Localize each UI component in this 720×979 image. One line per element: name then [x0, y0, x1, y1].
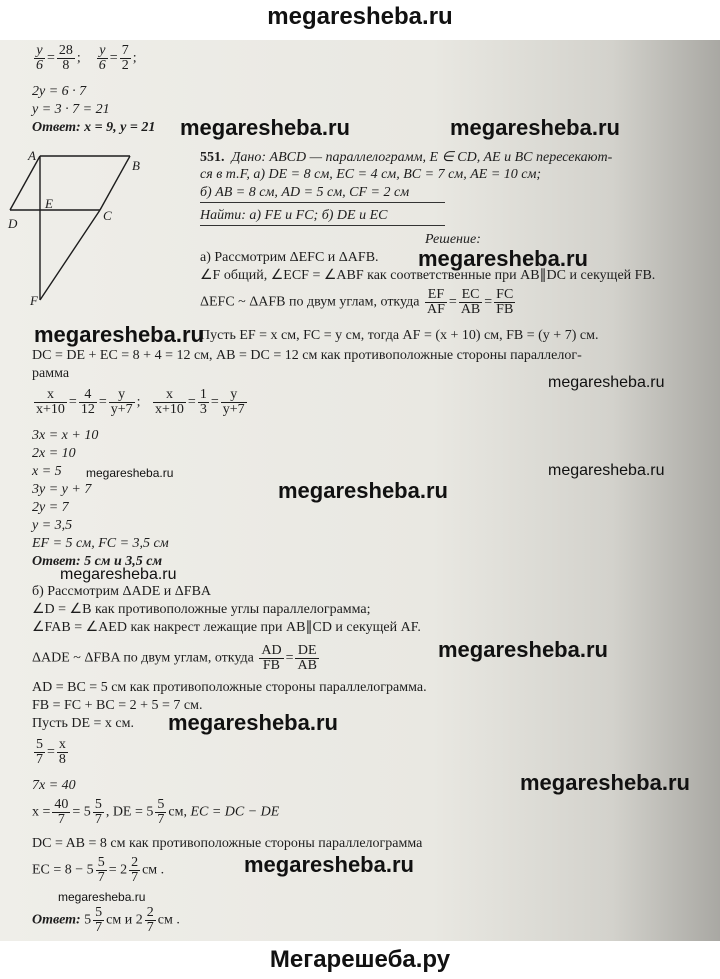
b-answer: Ответ: 5 $\frac{5}{7}$ см и 2 $\frac{2}{7}$ см . — [32, 905, 180, 935]
label-d: D — [8, 216, 18, 231]
a-step-5: 2y = 7 — [32, 500, 69, 515]
watermark-12[interactable]: megaresheba.ru — [520, 770, 690, 795]
watermark-3[interactable]: megaresheba.ru — [418, 246, 588, 271]
watermark-9[interactable]: megaresheba.ru — [60, 566, 177, 583]
watermark-2[interactable]: megaresheba.ru — [450, 115, 620, 140]
problem-given-3: б) AB = 8 см, AD = 5 см, CF = 2 см — [200, 185, 410, 200]
watermark-14[interactable]: megaresheba.ru — [58, 890, 146, 904]
b-line-1: б) Рассмотрим ΔADE и ΔFBA — [32, 584, 212, 599]
a-line-5: DC = DE + EC = 8 + 4 = 12 см, AB = DC = 12 см как противоположные стороны параллелог- — [32, 348, 582, 363]
a-proportion: $\frac{x}{x+10}$ = $\frac{4}{12}$ = $\frac{y}{y+7}$ ; $\frac{x}{x+10}$ = $\frac{1}{3}$ = $\frac{y}{y+7}$ — [36, 387, 245, 417]
watermark-7[interactable]: megaresheba.ru — [548, 462, 665, 479]
watermark-4[interactable]: megaresheba.ru — [34, 322, 204, 347]
label-e: E — [45, 196, 53, 211]
b-line-3: ∠FAB = ∠AED как накрест лежащие при AB∥CD и секущей AF. — [32, 620, 421, 635]
b-line-6: FB = FC + BC = 2 + 5 = 7 см. — [32, 698, 203, 713]
b-x-value: x = $\frac{40}{7}$ = 5 $\frac{5}{7}$ , DE = 5 $\frac{5}{7}$ см, EC = DC − DE — [32, 797, 280, 827]
find-divider — [200, 225, 445, 226]
watermark-11[interactable]: megaresheba.ru — [168, 710, 338, 735]
side-bc — [100, 156, 130, 210]
parallelogram-figure — [0, 140, 200, 310]
label-b: B — [132, 158, 140, 173]
a-line-6: рамма — [32, 366, 70, 381]
problem-given-1: 551. Дано: ABCD — параллелограмм, E ∈ CD, AE и BC пересекают- — [200, 150, 613, 165]
site-banner-top[interactable]: megaresheba.ru — [0, 0, 720, 40]
b-line-7: Пусть DE = x см. — [32, 716, 134, 731]
prev-line-3: y = 3 · 7 = 21 — [32, 102, 110, 117]
a-step-7: EF = 5 см, FC = 3,5 см — [32, 536, 169, 551]
b-line-8: DC = AB = 8 см как противоположные стороны параллелограмма — [32, 836, 423, 851]
a-answer: Ответ: 5 см и 3,5 см — [32, 554, 163, 569]
a-step-3: x = 5 — [32, 464, 62, 479]
problem-given-2: ся в т.F, а) DE = 8 см, EC = 4 см, BC = 7 см, AE = 10 см; — [200, 167, 542, 182]
b-ec-value: EC = 8 − 5 $\frac{5}{7}$ = 2 $\frac{2}{7}$ см . — [32, 855, 165, 885]
label-c: C — [103, 208, 112, 223]
label-a: A — [28, 148, 36, 163]
side-ad — [10, 156, 40, 210]
b-line-5: AD = BC = 5 см как противоположные стороны параллелограмма. — [32, 680, 427, 695]
watermark-8[interactable]: megaresheba.ru — [278, 478, 448, 503]
watermark-5[interactable]: megaresheba.ru — [548, 374, 665, 391]
a-step-4: 3y = y + 7 — [32, 482, 92, 497]
site-banner-bottom[interactable]: Мегарешеба.ру — [0, 941, 720, 979]
a-step-6: y = 3,5 — [32, 518, 73, 533]
prev-answer: Ответ: x = 9, y = 21 — [32, 120, 156, 135]
solution-title: Решение: — [425, 232, 481, 247]
a-line-3: ΔEFC ~ ΔAFB по двум углам, откуда $\frac{EF}{AF}$ = $\frac{EC}{AB}$ = $\frac{FC}{FB}$ — [200, 287, 514, 317]
prev-line-2: 2y = 6 · 7 — [32, 84, 87, 99]
watermark-6[interactable]: megaresheba.ru — [86, 466, 174, 480]
a-step-1: 3x = x + 10 — [32, 428, 99, 443]
problem-find: Найти: а) FE и FC; б) DE и EC — [200, 208, 388, 223]
segment-cf — [40, 210, 100, 300]
b-line-4: ΔADE ~ ΔFBA по двум углам, откуда $\frac{AD}{FB}$ = $\frac{DE}{AB}$ — [32, 643, 317, 673]
given-divider — [200, 202, 445, 203]
a-line-4: Пусть EF = x см, FC = y см, тогда AF = (x + 10) см, FB = (y + 7) см. — [200, 328, 599, 343]
prev-line-1: $\frac{y}{6}$ = $\frac{28}{8}$ ; $\frac{y}{6}$ = $\frac{7}{2}$ ; — [36, 43, 137, 73]
watermark-1[interactable]: megaresheba.ru — [180, 115, 350, 140]
watermark-13[interactable]: megaresheba.ru — [244, 852, 414, 877]
a-line-2: ∠F общий, ∠ECF = ∠ABF как соответственные при AB∥DC и секущей FB. — [200, 268, 656, 283]
a-step-2: 2x = 10 — [32, 446, 76, 461]
watermark-10[interactable]: megaresheba.ru — [438, 637, 608, 662]
a-line-1: а) Рассмотрим ΔEFC и ΔAFB. — [200, 250, 379, 265]
b-ratio: $\frac{5}{7}$ = $\frac{x}{8}$ — [36, 737, 66, 767]
b-line-2: ∠D = ∠B как противоположные углы параллелограмма; — [32, 602, 371, 617]
label-f: F — [30, 293, 38, 308]
b-step-1: 7x = 40 — [32, 778, 76, 793]
